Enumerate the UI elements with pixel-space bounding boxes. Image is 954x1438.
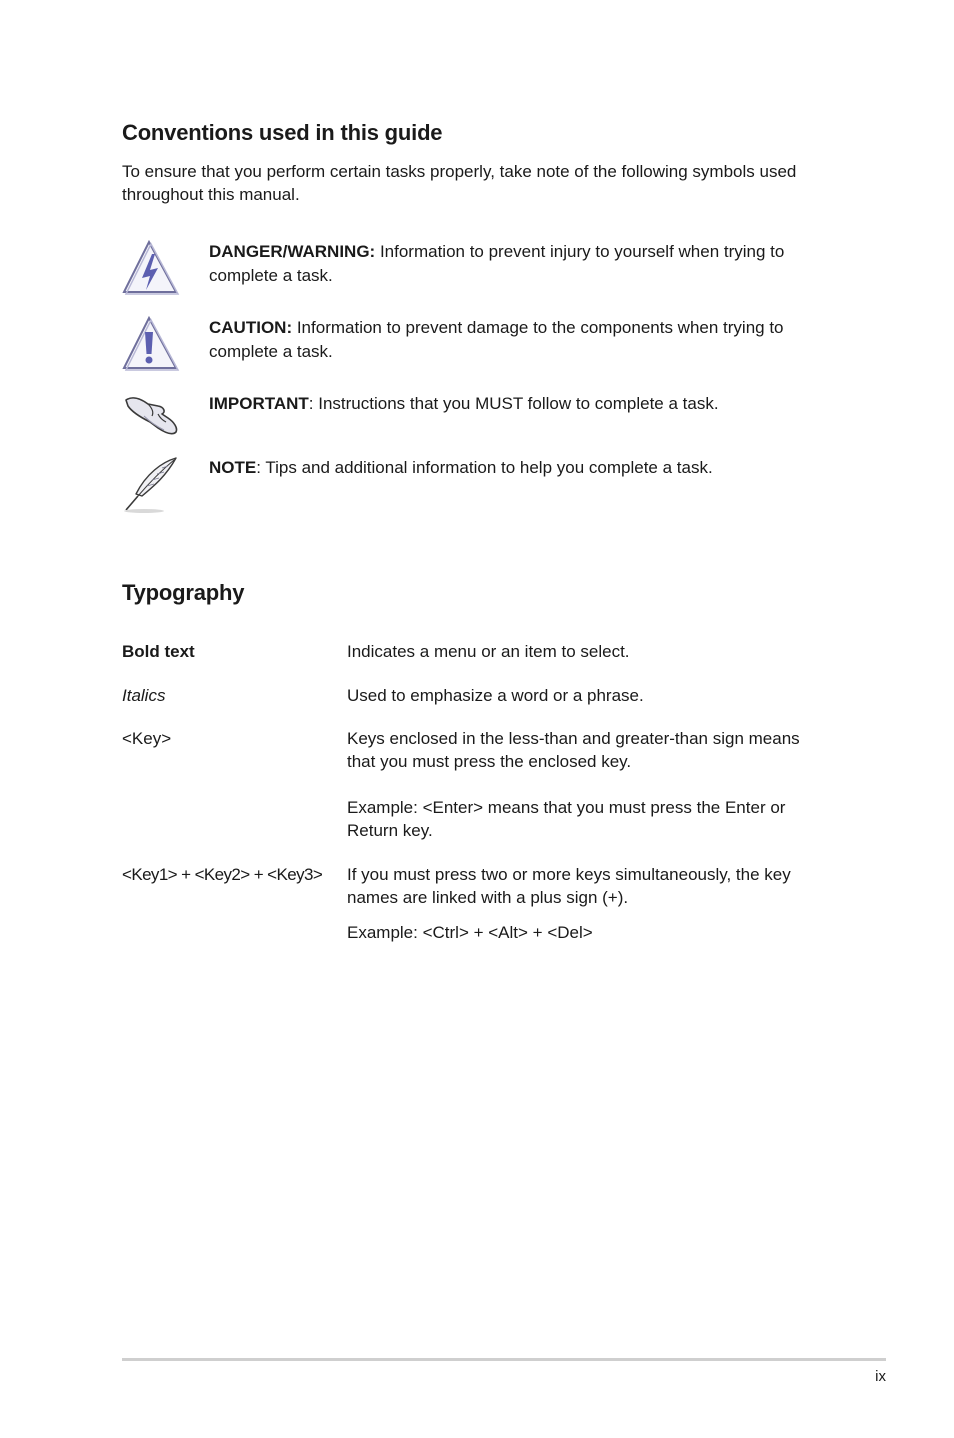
typography-term-key: <Key> [122,729,172,748]
typography-desc-bold: Indicates a menu or an item to select. [347,642,630,661]
important-hand-icon [122,392,180,450]
typography-example-key-combo: Example: <Ctrl> + <Alt> + <Del> [347,923,593,942]
typography-term-bold: Bold text [122,642,195,661]
symbol-row-important [122,392,832,452]
symbol-row-caution [122,316,832,376]
important-description: : Instructions that you MUST follow to complete a task. [308,394,719,413]
typography-example-key: Example: <Enter> means that you must press the Enter or Return key. [347,798,786,840]
typography-term-key-combo: <Key1> + <Key2> + <Key3> [122,865,323,884]
typography-desc-italic: Used to emphasize a word or a phrase. [347,686,644,705]
note-quill-icon [122,456,180,514]
note-text [209,456,829,480]
conventions-intro: To ensure that you perform certain tasks properly, take note of the following symbols used throughout this manual. [122,162,797,204]
danger-warning-description: Information to prevent injury to yourself when trying to complete a task. [209,242,785,285]
danger-warning-label: DANGER/WARNING: [209,242,376,261]
note-label: NOTE [209,458,257,477]
caution-text [209,316,829,364]
footer-rule [122,1358,886,1361]
typography-desc-key-combo: If you must press two or more keys simultaneously, the key names are linked with a plus sign (+). [347,865,791,907]
caution-description: Information to prevent damage to the components when trying to complete a task. [209,318,784,361]
typography-desc-key: Keys enclosed in the less-than and greater-than sign means that you must press the enclosed key. [347,729,800,771]
important-label: IMPORTANT [209,394,309,413]
symbol-row-note [122,456,832,516]
typography-term-italic: Italics [122,686,166,705]
note-description: : Tips and additional information to help you complete a task. [256,458,713,477]
symbol-row-danger [122,240,832,300]
conventions-heading: Conventions used in this guide [122,120,443,145]
danger-warning-icon [122,240,180,298]
important-text [209,392,829,416]
typography-heading: Typography [122,580,245,605]
caution-label: CAUTION: [209,318,293,337]
caution-icon [122,316,180,374]
page-number: ix [875,1368,886,1385]
danger-warning-text [209,240,829,288]
